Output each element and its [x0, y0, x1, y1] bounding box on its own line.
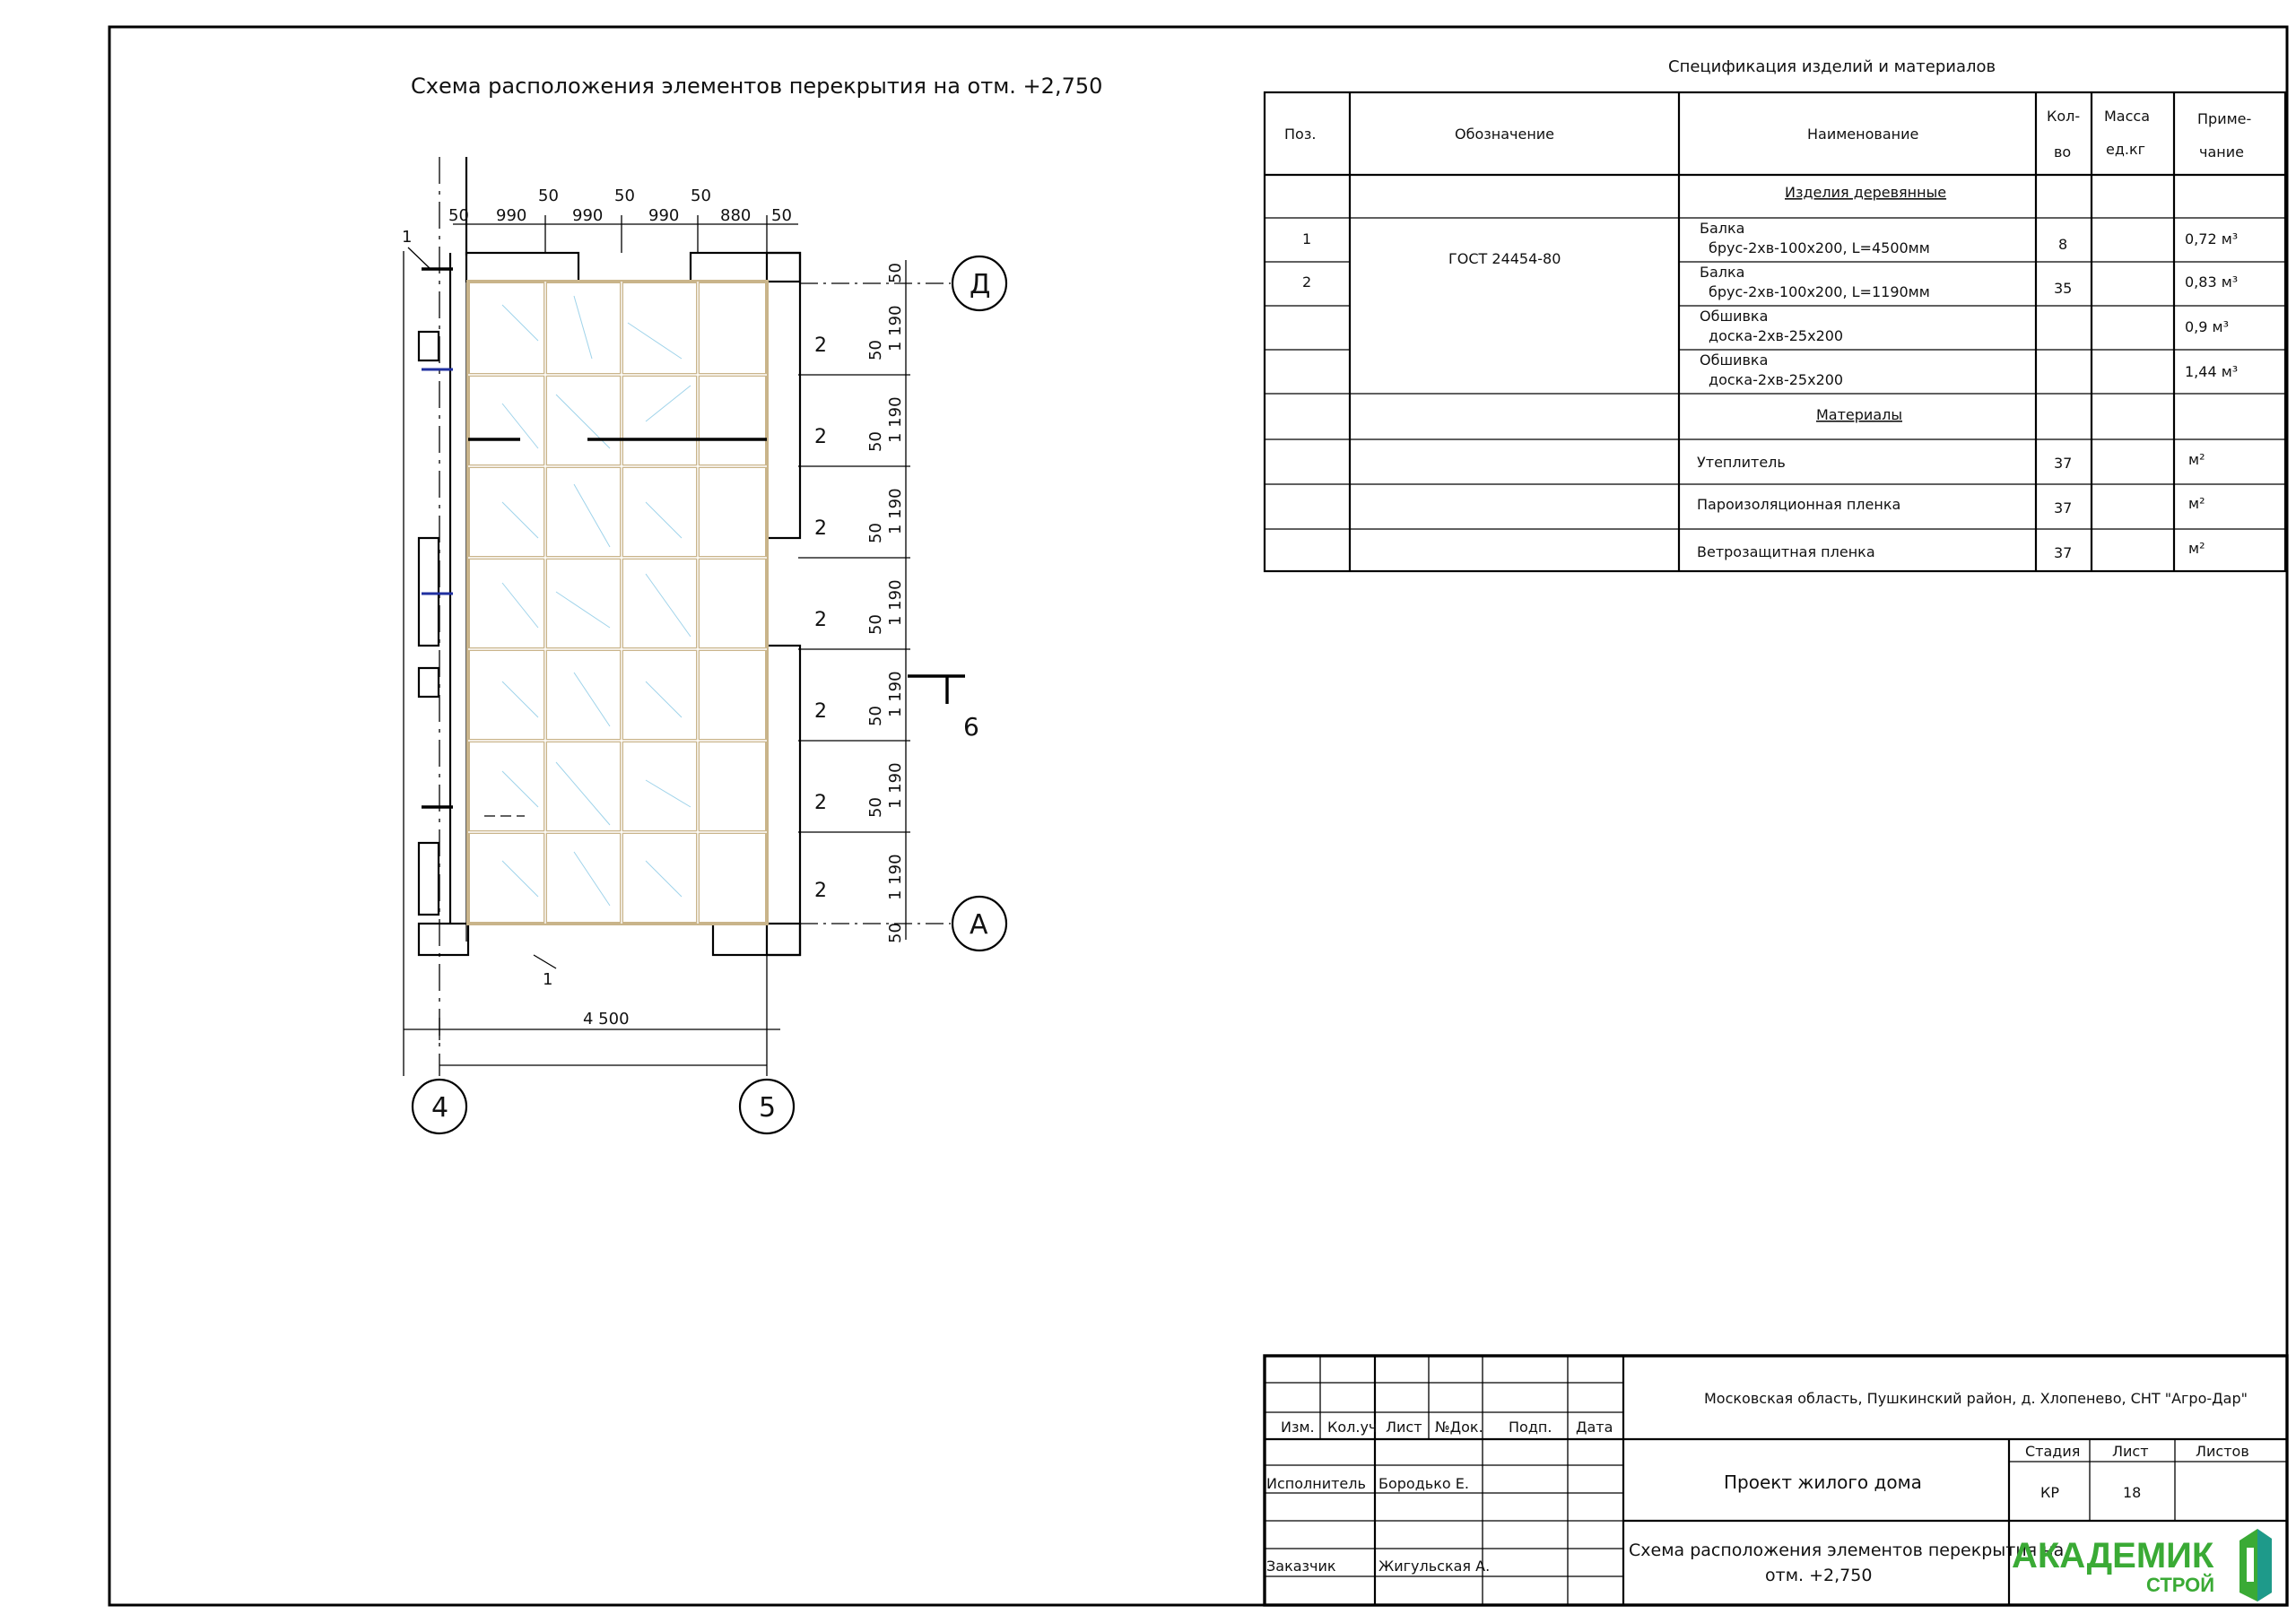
spec-mat-1-name: Утеплитель — [1697, 454, 1786, 471]
wall-hatching — [419, 253, 800, 955]
stamp-executor: Бородько Е. — [1378, 1475, 1469, 1492]
spec-header-code: Обозначение — [1455, 126, 1555, 143]
spec-row-1-name2: брус-2хв-100х200, L=4500мм — [1709, 239, 1930, 256]
dim-right-11: 1 190 — [886, 762, 905, 809]
spec-header-pos: Поз. — [1284, 126, 1317, 143]
spec-header-name: Наименование — [1807, 126, 1919, 143]
stamp-project: Проект жилого дома — [1724, 1471, 1922, 1493]
dim-top-6: 50 — [691, 187, 711, 205]
spec-mat-2-qty: 37 — [2054, 499, 2073, 516]
dim-right-14: 50 — [886, 923, 905, 943]
dim-right-12: 50 — [866, 797, 885, 818]
dim-right-1: 1 190 — [886, 305, 905, 352]
beam-mark-4: 2 — [814, 700, 827, 723]
company-logo — [2012, 1529, 2272, 1601]
pos-mark-top: 1 — [402, 228, 413, 247]
dim-right-9: 1 190 — [886, 671, 905, 717]
logo-main: АКАДЕМИК — [2012, 1536, 2214, 1575]
spec-row-1-pos: 1 — [1302, 230, 1312, 247]
axis-label-D: Д — [970, 269, 991, 300]
stamp-col-podp: Подп. — [1509, 1419, 1552, 1436]
spec-mat-3-note: м² — [2188, 540, 2205, 557]
spec-row-3-name1: Обшивка — [1700, 308, 1769, 325]
spec-section-materials: Материалы — [1816, 406, 1902, 423]
spec-gost: ГОСТ 24454-80 — [1448, 250, 1561, 267]
right-dim-labels — [866, 263, 905, 943]
stamp-col-izm: Изм. — [1281, 1419, 1315, 1436]
stamp-executor-label: Исполнитель — [1266, 1475, 1366, 1492]
spec-row-2-name2: брус-2хв-100х200, L=1190мм — [1709, 283, 1930, 300]
sheet-frame — [109, 27, 2287, 1605]
spec-header-note-2: чание — [2199, 143, 2244, 161]
stamp-col-list: Лист — [1386, 1419, 1422, 1436]
stamp-col-ndok: №Док. — [1435, 1419, 1483, 1436]
dim-right-7: 1 190 — [886, 579, 905, 626]
dim-top-3: 990 — [572, 206, 604, 225]
axis-label-5: 5 — [759, 1092, 777, 1124]
dim-right-10: 50 — [866, 706, 885, 726]
stamp-sheet-title-1: Схема расположения элементов перекрытия на — [1629, 1541, 2065, 1560]
dim-bottom: 4 500 — [583, 1010, 630, 1028]
stamp-col-data: Дата — [1576, 1419, 1613, 1436]
dim-top-2: 50 — [538, 187, 559, 205]
dim-right-4: 50 — [866, 431, 885, 452]
spec-mat-3-name: Ветрозащитная пленка — [1697, 543, 1875, 560]
spec-row-4-name2: доска-2хв-25х200 — [1709, 371, 1844, 388]
title-block — [1265, 1356, 2287, 1605]
spec-header-qty-2: во — [2054, 143, 2072, 161]
spec-row-2-pos: 2 — [1302, 273, 1312, 291]
beam-mark-6: 2 — [814, 880, 827, 902]
spec-header-qty: Кол- — [2047, 108, 2081, 125]
dim-right-8: 50 — [866, 614, 885, 635]
dim-right-5: 1 190 — [886, 488, 905, 534]
stamp-address: Московская область, Пушкинский район, д. Хлопенево, СНТ "Агро-Дар" — [1704, 1390, 2248, 1407]
spec-row-1-note: 0,72 м³ — [2185, 230, 2239, 247]
stamp-stage-label: Стадия — [2025, 1443, 2081, 1460]
beam-mark-2: 2 — [814, 517, 827, 540]
dim-top-8: 50 — [771, 206, 792, 225]
spec-row-3-name2: доска-2хв-25х200 — [1709, 327, 1844, 344]
spec-header-mass: Масса — [2104, 108, 2151, 125]
beam-mark-3: 2 — [814, 609, 827, 631]
spec-table — [1265, 57, 2285, 571]
stamp-sheet: 18 — [2123, 1484, 2142, 1501]
dim-right-3: 1 190 — [886, 396, 905, 443]
logo-sub: СТРОЙ — [2146, 1574, 2215, 1596]
spec-row-3-note: 0,9 м³ — [2185, 318, 2230, 335]
spec-mat-2-note: м² — [2188, 495, 2205, 512]
spec-header-mass-2: ед.кг — [2106, 141, 2146, 158]
beam-grid — [468, 282, 767, 924]
dim-right-0: 50 — [886, 263, 905, 283]
stamp-sheet-title-2: отм. +2,750 — [1765, 1566, 1873, 1585]
beam-mark-5: 2 — [814, 792, 827, 814]
spec-mat-3-qty: 37 — [2054, 544, 2073, 561]
beam-mark-0: 2 — [814, 334, 827, 357]
spec-mat-2-name: Пароизоляционная пленка — [1697, 496, 1901, 513]
spec-row-1-qty: 8 — [2058, 236, 2068, 253]
stamp-col-koluch: Кол.уч — [1327, 1419, 1378, 1436]
spec-header-note: Приме- — [2197, 110, 2252, 127]
dim-right-2: 50 — [866, 340, 885, 360]
spec-row-2-note: 0,83 м³ — [2185, 273, 2239, 291]
section-mark: 6 — [963, 712, 979, 742]
spec-section-wood: Изделия деревянные — [1785, 184, 1947, 201]
dim-right-6: 50 — [866, 523, 885, 543]
dim-top-4: 50 — [614, 187, 635, 205]
spec-row-2-name1: Балка — [1700, 264, 1745, 281]
pos-mark-bottom: 1 — [543, 970, 553, 989]
drawing-title: Схема расположения элементов перекрытия на отм. +2,750 — [411, 74, 1103, 99]
right-dimensions — [798, 260, 951, 940]
spec-mat-1-note: м² — [2188, 451, 2205, 468]
dim-top-1: 990 — [496, 206, 527, 225]
dim-top-7: 880 — [720, 206, 752, 225]
dim-top-5: 990 — [648, 206, 680, 225]
stamp-sheet-label: Лист — [2112, 1443, 2149, 1460]
spec-row-4-note: 1,44 м³ — [2185, 363, 2239, 380]
axis-label-A: А — [970, 909, 988, 941]
spec-row-4-name1: Обшивка — [1700, 352, 1769, 369]
left-wall-details — [404, 251, 453, 1076]
axis-label-4: 4 — [431, 1092, 449, 1124]
spec-title: Спецификация изделий и материалов — [1668, 57, 1996, 76]
stamp-customer: Жигульская А. — [1378, 1558, 1491, 1575]
stamp-sheets-label: Листов — [2196, 1443, 2249, 1460]
stamp-stage: КР — [2040, 1484, 2060, 1501]
floor-plan — [402, 74, 1102, 1133]
dim-top-0: 50 — [448, 206, 469, 225]
top-dimensions — [448, 187, 798, 253]
dim-right-13: 1 190 — [886, 854, 905, 900]
spec-mat-1-qty: 37 — [2054, 455, 2073, 472]
beam-mark-1: 2 — [814, 426, 827, 448]
spec-row-1-name1: Балка — [1700, 220, 1745, 237]
stamp-customer-label: Заказчик — [1266, 1558, 1336, 1575]
beam-marks — [814, 334, 827, 902]
spec-row-2-qty: 35 — [2054, 280, 2073, 297]
